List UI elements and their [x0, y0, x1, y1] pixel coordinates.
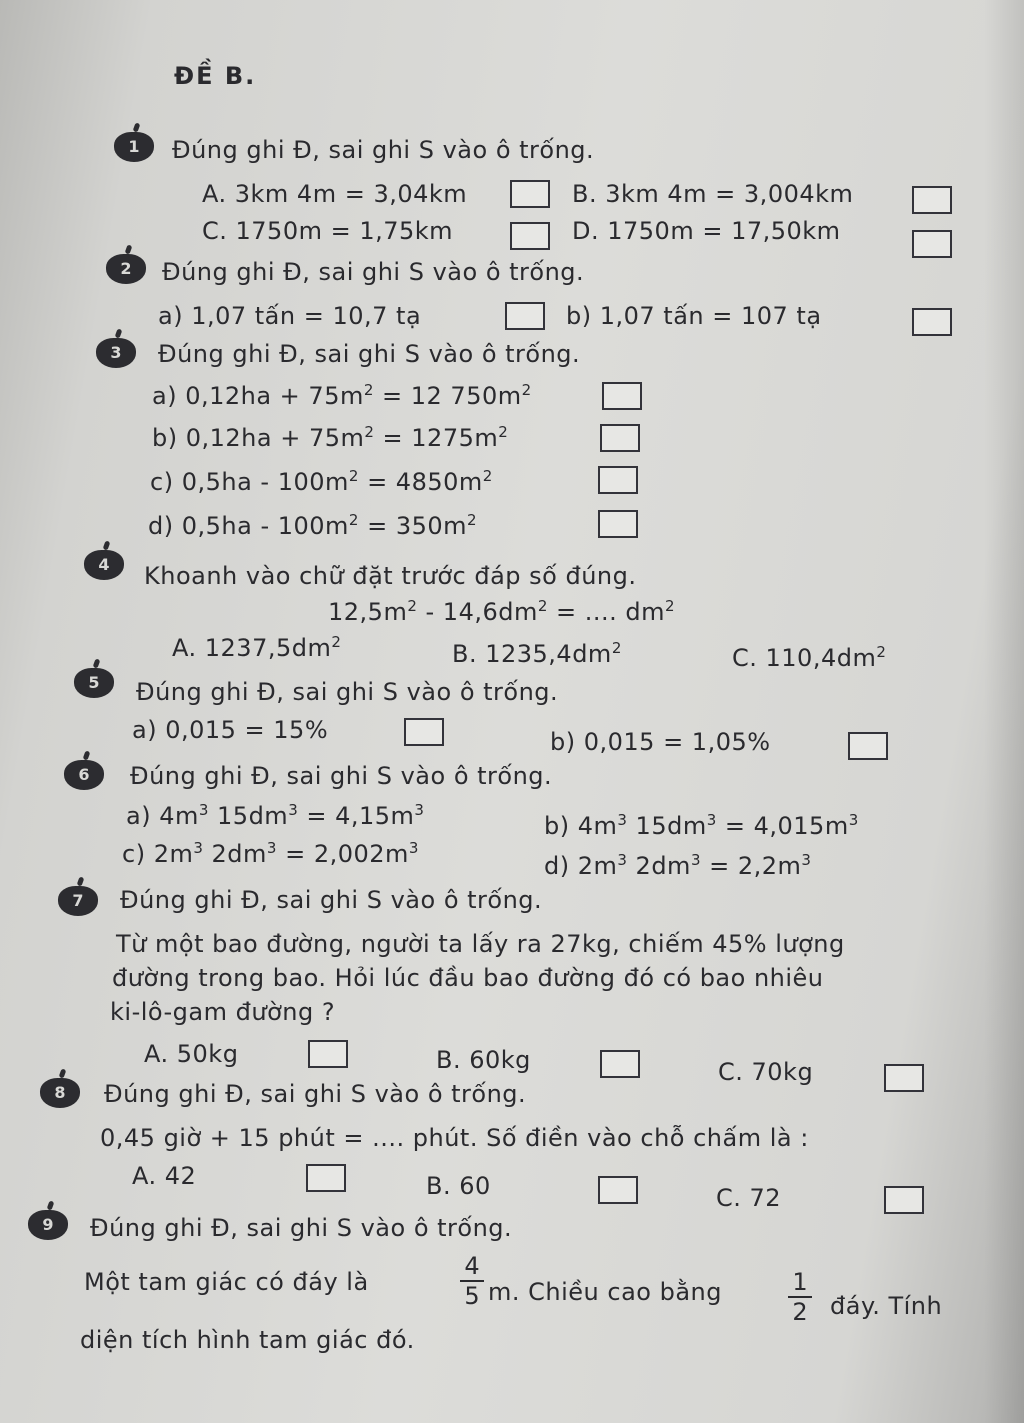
q6-option-a: a) $4m^3$ $15dm^3 = 4,15m^3$: [126, 801, 425, 830]
q2-answer-box-b[interactable]: [912, 308, 952, 336]
q8-option-b: B. 60: [426, 1172, 491, 1200]
q7-answer-box-b[interactable]: [600, 1050, 640, 1078]
q8-answer-box-b[interactable]: [598, 1176, 638, 1204]
q3-prompt: Đúng ghi Đ, sai ghi S vào ô trống.: [158, 340, 581, 368]
q7-text-line2: đường trong bao. Hỏi lúc đầu bao đường đó có bao nhiêu: [112, 964, 824, 992]
question-number-badge: 8: [40, 1078, 80, 1108]
page-shadow: [984, 0, 1024, 1423]
fraction-denominator: 5: [464, 1282, 480, 1310]
q3-answer-box-d[interactable]: [598, 510, 638, 538]
q7-answer-box-a[interactable]: [308, 1040, 348, 1068]
question-number-badge: 5: [74, 668, 114, 698]
fraction-one-half: [788, 1268, 812, 1326]
q2-option-b: b) 1,07 tấn = 107 tạ: [566, 302, 822, 330]
q4-option-b: B. $1235,4dm^2$: [452, 639, 622, 668]
q5-prompt: Đúng ghi Đ, sai ghi S vào ô trống.: [136, 678, 559, 706]
q4-prompt: Khoanh vào chữ đặt trước đáp số đúng.: [144, 562, 637, 590]
q8-prompt: Đúng ghi Đ, sai ghi S vào ô trống.: [104, 1080, 527, 1108]
q8-answer-box-c[interactable]: [884, 1186, 924, 1214]
q3-answer-box-b[interactable]: [600, 424, 640, 452]
q5-option-a: a) 0,015 = 15%: [132, 716, 329, 744]
q7-option-c: C. 70kg: [718, 1058, 814, 1086]
question-number-badge: 7: [58, 886, 98, 916]
q9-text-part1: Một tam giác có đáy là: [84, 1268, 369, 1296]
q7-prompt: Đúng ghi Đ, sai ghi S vào ô trống.: [120, 886, 543, 914]
q3-answer-box-c[interactable]: [598, 466, 638, 494]
question-number-badge: 4: [84, 550, 124, 580]
q1-prompt: Đúng ghi Đ, sai ghi S vào ô trống.: [172, 136, 595, 164]
q8-option-a: A. 42: [132, 1162, 197, 1190]
exam-title: ĐỀ B.: [174, 62, 257, 90]
question-number-badge: 1: [114, 132, 154, 162]
q2-option-a: a) 1,07 tấn = 10,7 tạ: [158, 302, 422, 330]
q5-option-b: b) 0,015 = 1,05%: [550, 728, 771, 756]
q9-text-part3: đáy. Tính: [830, 1292, 943, 1320]
q7-option-a: A. 50kg: [144, 1040, 239, 1068]
q1-answer-box-d[interactable]: [912, 230, 952, 258]
q5-answer-box-b[interactable]: [848, 732, 888, 760]
q3-option-c: c) $0,5ha - 100m^2 = 4850m^2$: [150, 467, 493, 496]
q4-option-c: C. $110,4dm^2$: [732, 643, 887, 672]
q7-option-b: B. 60kg: [436, 1046, 531, 1074]
q5-answer-box-a[interactable]: [404, 718, 444, 746]
q1-answer-box-b[interactable]: [912, 186, 952, 214]
fraction-numerator: 1: [792, 1268, 808, 1296]
q6-option-d: d) $2m^3$ $2dm^3 = 2,2m^3$: [544, 851, 812, 880]
q1-option-d: D. 1750m = 17,50km: [572, 217, 841, 245]
fraction-denominator: 2: [792, 1298, 808, 1326]
q6-prompt: Đúng ghi Đ, sai ghi S vào ô trống.: [130, 762, 553, 790]
q7-text-line1: Từ một bao đường, người ta lấy ra 27kg, chiếm 45% lượng: [116, 930, 845, 958]
q6-option-c: c) $2m^3$ $2dm^3 = 2,002m^3$: [122, 839, 419, 868]
q3-option-d: d) $0,5ha - 100m^2 = 350m^2$: [148, 511, 478, 540]
q3-option-b: b) $0,12ha + 75m^2 = 1275m^2$: [152, 423, 509, 452]
q6-option-b: b) $4m^3$ $15dm^3 = 4,015m^3$: [544, 811, 859, 840]
question-number-badge: 9: [28, 1210, 68, 1240]
question-number-badge: 2: [106, 254, 146, 284]
question-number-badge: 3: [96, 338, 136, 368]
q1-answer-box-c[interactable]: [510, 222, 550, 250]
q1-option-a: A. 3km 4m = 3,04km: [202, 180, 468, 208]
q8-answer-box-a[interactable]: [306, 1164, 346, 1192]
q1-option-c: C. 1750m = 1,75km: [202, 217, 454, 245]
question-number-badge: 6: [64, 760, 104, 790]
q4-option-a: A. $1237,5dm^2$: [172, 633, 342, 662]
q1-answer-box-a[interactable]: [510, 180, 550, 208]
q3-answer-box-a[interactable]: [602, 382, 642, 410]
q2-answer-box-a[interactable]: [505, 302, 545, 330]
q9-text-line2: diện tích hình tam giác đó.: [80, 1326, 415, 1354]
q9-prompt: Đúng ghi Đ, sai ghi S vào ô trống.: [90, 1214, 513, 1242]
q7-answer-box-c[interactable]: [884, 1064, 924, 1092]
q2-prompt: Đúng ghi Đ, sai ghi S vào ô trống.: [162, 258, 585, 286]
q8-option-c: C. 72: [716, 1184, 782, 1212]
fraction-numerator: 4: [464, 1252, 480, 1280]
fraction-four-fifths: [460, 1252, 484, 1310]
q7-text-line3: ki-lô-gam đường ?: [110, 998, 336, 1026]
q3-option-a: a) $0,12ha + 75m^2 = 12$ $750m^2$: [152, 381, 532, 410]
q9-text-part2: m. Chiều cao bằng: [488, 1278, 722, 1306]
q8-text-line1: 0,45 giờ + 15 phút = .... phút. Số điền vào chỗ chấm là :: [100, 1124, 809, 1152]
q4-expression: $12,5m^2 - 14,6dm^2$ = .... $dm^2$: [328, 597, 676, 626]
q1-option-b: B. 3km 4m = 3,004km: [572, 180, 854, 208]
